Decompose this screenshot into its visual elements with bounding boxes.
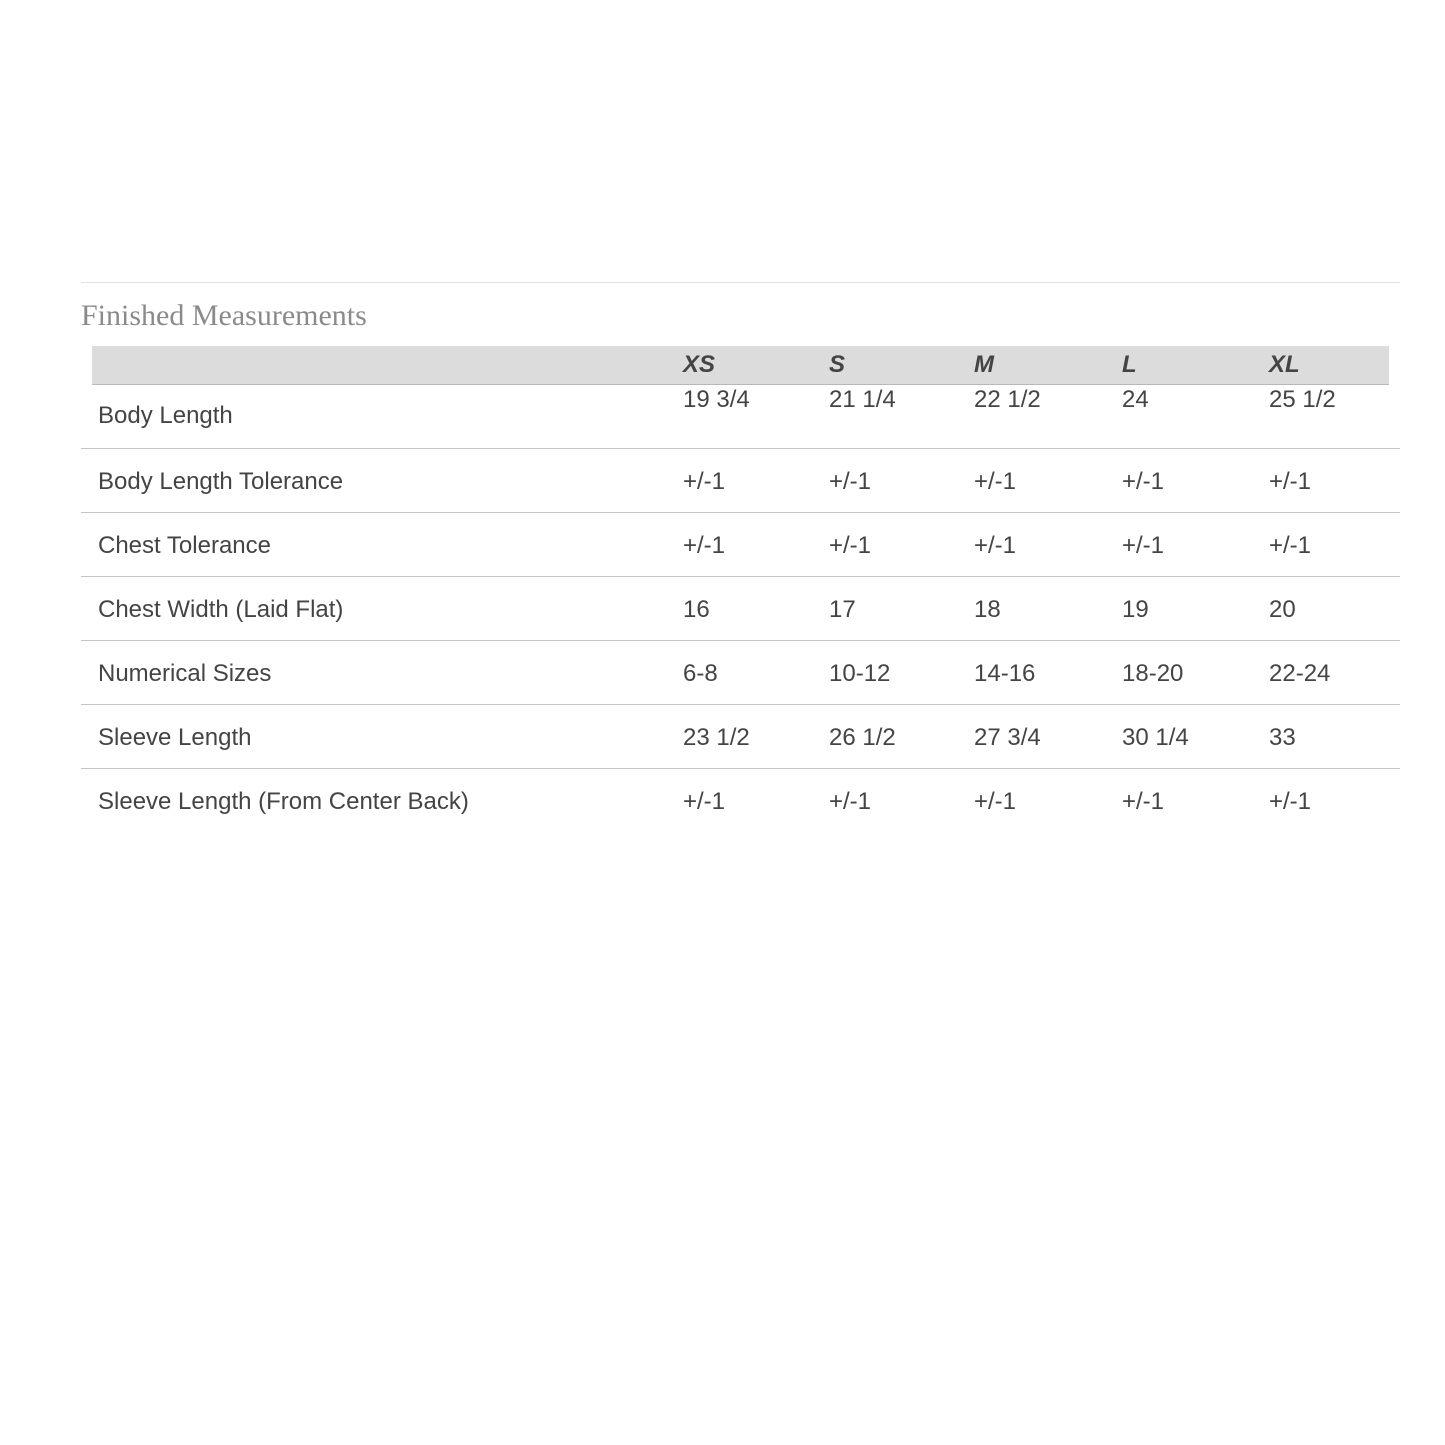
table-cell: 19 3/4 (683, 386, 750, 413)
size-header-m: M (974, 351, 994, 378)
size-header-s: S (829, 351, 846, 378)
table-cell: 22-24 (1269, 660, 1331, 687)
size-header-xs: XS (683, 351, 716, 378)
table-cell: 18-20 (1122, 660, 1184, 687)
table-cell: 26 1/2 (829, 724, 896, 751)
table-cell: +/-1 (1122, 532, 1165, 559)
section-divider (81, 282, 1400, 283)
table-cell: 6-8 (683, 660, 718, 687)
row-label: Sleeve Length (From Center Back) (98, 788, 469, 815)
table-cell: 18 (974, 596, 1001, 623)
table-row (81, 513, 1400, 577)
table-cell: +/-1 (1269, 788, 1312, 815)
table-cell: 33 (1269, 724, 1296, 751)
table-cell: +/-1 (1269, 468, 1312, 495)
table-cell: +/-1 (974, 788, 1017, 815)
size-header-xl: XL (1269, 351, 1300, 378)
table-row (81, 641, 1400, 705)
table-cell: +/-1 (1122, 788, 1165, 815)
table-row (81, 385, 1400, 449)
table-cell: +/-1 (1269, 532, 1312, 559)
table-cell: 10-12 (829, 660, 891, 687)
table-cell: 24 (1122, 386, 1149, 413)
row-label: Sleeve Length (98, 724, 252, 751)
row-label: Chest Tolerance (98, 532, 271, 559)
table-row (81, 449, 1400, 513)
section-title: Finished Measurements (81, 299, 367, 332)
table-row (81, 577, 1400, 641)
row-label: Chest Width (Laid Flat) (98, 596, 344, 623)
size-header-l: L (1122, 351, 1137, 378)
table-header-row (92, 346, 1389, 385)
table-cell: 19 (1122, 596, 1149, 623)
table-cell: 14-16 (974, 660, 1036, 687)
table-row (81, 705, 1400, 769)
table-cell: 21 1/4 (829, 386, 896, 413)
table-cell: +/-1 (1122, 468, 1165, 495)
table-cell: 22 1/2 (974, 386, 1041, 413)
table-cell: +/-1 (683, 468, 726, 495)
row-label: Body Length (98, 402, 233, 429)
table-cell: 17 (829, 596, 856, 623)
table-cell: 23 1/2 (683, 724, 750, 751)
table-cell: 25 1/2 (1269, 386, 1336, 413)
table-cell: +/-1 (974, 532, 1017, 559)
table-cell: 16 (683, 596, 710, 623)
measurements-table (81, 346, 1400, 832)
row-label: Body Length Tolerance (98, 468, 344, 495)
table-cell: 27 3/4 (974, 724, 1041, 751)
table-cell: +/-1 (974, 468, 1017, 495)
table-row (81, 769, 1400, 832)
table-cell: 20 (1269, 596, 1296, 623)
row-label: Numerical Sizes (98, 660, 272, 687)
table-cell: 30 1/4 (1122, 724, 1189, 751)
table-cell: +/-1 (683, 788, 726, 815)
table-cell: +/-1 (829, 468, 872, 495)
table-cell: +/-1 (683, 532, 726, 559)
table-cell: +/-1 (829, 532, 872, 559)
table-cell: +/-1 (829, 788, 872, 815)
